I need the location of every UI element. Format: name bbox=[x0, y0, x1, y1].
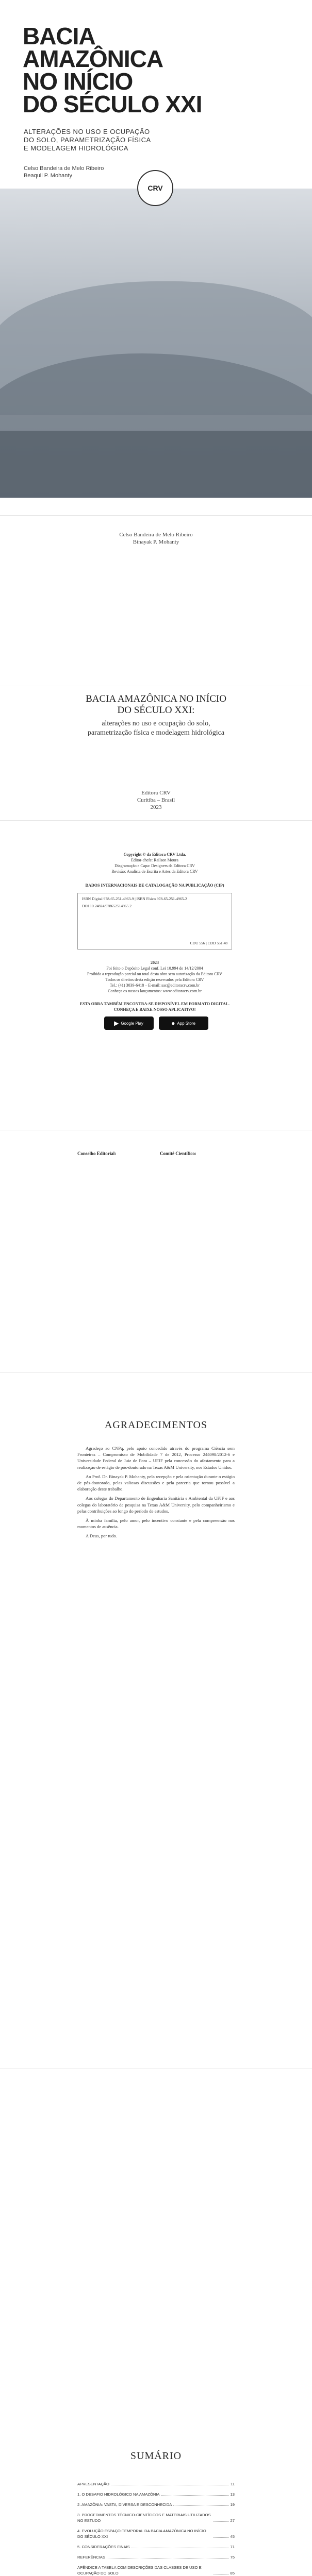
acknowledgments-body bbox=[77, 1445, 235, 1543]
scientific-committee-heading: Comitê Científico: bbox=[160, 1151, 196, 1156]
paragraph: A Deus, por tudo. bbox=[86, 1533, 117, 1539]
acknowledgments-heading: AGRADECIMENTOS bbox=[104, 1419, 208, 1431]
legal-line: Tel.: (41) 3039-6418 – E-mail: sac@editoracrv.com.br bbox=[109, 983, 200, 988]
app-promo-text: ESTA OBRA TAMBÉM ENCONTRA-SE DISPONÍVEL EM FORMATO DIGITAL. CONHEÇA E BAIXE NOSSO APLICATIVO! bbox=[79, 1002, 230, 1012]
toc-title: 5. CONSIDERAÇÕES FINAIS bbox=[77, 2545, 130, 2549]
toc-entry[interactable] bbox=[77, 2544, 235, 2550]
toc-page: 27 bbox=[230, 2518, 235, 2523]
cover-title-line: AMAZÔNICA bbox=[23, 45, 163, 72]
subtitle-line: alterações no uso e ocupação do solo, bbox=[102, 720, 210, 727]
copyright-line: Revisão: Analista de Escrita e Artes da Editora CRV bbox=[111, 869, 198, 874]
title-line: BACIA AMAZÔNICA NO INÍCIO bbox=[86, 693, 226, 704]
copyright-block bbox=[77, 852, 232, 874]
subtitle-line: parametrização física e modelagem hidrológica bbox=[87, 729, 225, 737]
imprint-line: Editora CRV bbox=[141, 790, 171, 796]
copyright-line: Editor-chefe: Railson Moura bbox=[131, 858, 178, 862]
council-columns bbox=[77, 1151, 237, 1357]
cover-subtitle bbox=[24, 128, 151, 152]
toc-entry[interactable] bbox=[77, 2502, 235, 2507]
cover-landscape-layer bbox=[0, 431, 312, 498]
app-store-icon: ● bbox=[171, 1020, 175, 1027]
imprint-line: Curitiba – Brasil bbox=[137, 797, 175, 803]
cover-landscape-image bbox=[0, 189, 312, 498]
publisher-logo-text: CRV bbox=[147, 184, 163, 192]
paragraph: À minha família, pelo amor, pelo incentivo constante e pela compreensão nos momentos de ausência. bbox=[77, 1518, 235, 1530]
cover-title-line: NO INÍCIO bbox=[23, 68, 133, 95]
cover-page bbox=[0, 0, 312, 515]
isbn-line: ISBN Digital 978-65-251-4963-9 | ISBN Físico 978-65-251-4965-2 bbox=[82, 896, 187, 901]
toc-page: 85 bbox=[230, 2571, 235, 2575]
summary-heading: SUMÁRIO bbox=[130, 2450, 182, 2462]
store-badges bbox=[0, 1016, 312, 1030]
toc-title: 3. PROCEDIMENTOS TÉCNICO-CIENTÍFICOS E MATERIAIS UTILIZADOS NO ESTUDO bbox=[77, 2513, 211, 2523]
cover-subtitle-line: DO SOLO, PARAMETRIZAÇÃO FÍSICA bbox=[24, 136, 151, 144]
legal-block bbox=[77, 960, 232, 994]
doi-line: DOI 10.24824/978652514965.2 bbox=[82, 904, 132, 908]
editorial-council bbox=[77, 1151, 155, 1158]
toc-title: APRESENTAÇÃO bbox=[77, 2482, 109, 2486]
toc-page: 13 bbox=[230, 2492, 235, 2497]
toc-title: REFERÊNCIAS bbox=[77, 2555, 106, 2560]
toc-title: 1. O DESAFIO HIDROLÓGICO NA AMAZÔNIA bbox=[77, 2492, 160, 2497]
cip-card bbox=[77, 893, 232, 950]
toc-page: 75 bbox=[230, 2555, 235, 2560]
legal-line: Foi feito o Depósito Legal conf. Lei 10.994 de 14/12/2004 bbox=[106, 966, 203, 971]
half-title-page bbox=[0, 516, 312, 686]
summary-page bbox=[0, 2069, 312, 2576]
toc-entry[interactable] bbox=[77, 2512, 235, 2523]
paragraph: Agradeço ao CNPq, pelo apoio concedido através do programa Ciência sem Fronteiras – Compromisso de Mobilidade 7 de 2012, Processo 244098/2012-6 e Universidade Federal de Juiz de Fora – UFJF pela concessão do afastamento para a realização de estágio de pós-doutorado na Texas A&M University, nos Estados Unidos. bbox=[77, 1446, 235, 1470]
app-store-badge[interactable] bbox=[159, 1016, 208, 1030]
half-title-author: Celso Bandeira de Melo Ribeiro bbox=[119, 532, 193, 538]
half-title-author: Binayak P. Mohanty bbox=[133, 539, 179, 545]
google-play-badge[interactable] bbox=[104, 1016, 154, 1030]
google-play-icon: ▶ bbox=[114, 1020, 119, 1027]
acknowledgments-page bbox=[0, 1373, 312, 2069]
cover-authors bbox=[24, 165, 104, 179]
toc-entry[interactable] bbox=[77, 2565, 235, 2576]
toc-page: 11 bbox=[231, 2482, 235, 2486]
cdu-line: CDU 556 | CDD 551.48 bbox=[190, 941, 227, 945]
cover-title bbox=[23, 25, 202, 115]
store-badge-label: App Store bbox=[177, 1021, 195, 1026]
cip-heading: DADOS INTERNACIONAIS DE CATALOGAÇÃO NA PUBLICAÇÃO (CIP) bbox=[85, 883, 224, 888]
catalog-page bbox=[0, 821, 312, 1130]
table-of-contents bbox=[77, 2481, 235, 2576]
legal-line: 2023 bbox=[151, 960, 159, 965]
toc-leader bbox=[213, 2537, 229, 2538]
toc-leader bbox=[173, 2505, 228, 2506]
cover-title-line: DO SÉCULO XXI bbox=[23, 91, 202, 117]
toc-leader bbox=[213, 2521, 229, 2522]
toc-title: 4. EVOLUÇÃO ESPAÇO-TEMPORAL DA BACIA AMAZÔNICA NO INÍCIO DO SÉCULO XXI bbox=[77, 2529, 206, 2539]
editorial-council-heading: Conselho Editorial: bbox=[77, 1151, 117, 1156]
toc-leader bbox=[161, 2495, 229, 2496]
toc-entry[interactable] bbox=[77, 2554, 235, 2560]
toc-entry[interactable] bbox=[77, 2492, 235, 2497]
imprint bbox=[0, 789, 312, 811]
publisher-logo bbox=[137, 170, 173, 206]
copyright-line: Diagramação e Capa: Designers da Editora CRV bbox=[114, 863, 195, 868]
title-page-subtitle bbox=[0, 719, 312, 738]
cover-subtitle-line: E MODELAGEM HIDROLÓGICA bbox=[24, 144, 128, 152]
scientific-committee bbox=[160, 1151, 237, 1158]
toc-entry[interactable] bbox=[77, 2528, 235, 2539]
toc-entry[interactable] bbox=[77, 2481, 235, 2487]
legal-line: Conheça os nossos lançamentos: www.editoracrv.com.br bbox=[108, 989, 202, 993]
paragraph: Ao Prof. Dr. Binayak P. Mohanty, pela recepção e pela orientação durante o estágio de pós-doutorado, pelas valiosas discussões e pela parceria que tornou possível a elaboração deste trabalho. bbox=[77, 1473, 235, 1492]
title-line: DO SÉCULO XXI: bbox=[117, 705, 195, 716]
cover-subtitle-line: ALTERAÇÕES NO USO E OCUPAÇÃO bbox=[24, 128, 150, 135]
title-page bbox=[0, 686, 312, 820]
toc-page: 45 bbox=[230, 2534, 235, 2539]
title-page-title bbox=[0, 693, 312, 716]
toc-title: 2. AMAZÔNIA: VASTA, DIVERSA E DESCONHECIDA bbox=[77, 2502, 172, 2507]
council-page bbox=[0, 1130, 312, 1372]
legal-line: Proibida a reprodução parcial ou total desta obra sem autorização da Editora CRV bbox=[87, 972, 222, 976]
toc-page: 19 bbox=[230, 2502, 235, 2507]
half-title-authors bbox=[0, 531, 312, 546]
copyright-line: Copyright © da Editora CRV Ltda. bbox=[123, 852, 186, 857]
store-badge-label: Google Play bbox=[121, 1021, 143, 1026]
toc-title: APÊNDICE A TABELA COM DESCRIÇÕES DAS CLASSES DE USO E OCUPAÇÃO DO SOLO bbox=[77, 2565, 202, 2575]
cover-title-line: BACIA bbox=[23, 23, 95, 49]
cover-author: Beaquil P. Mohanty bbox=[24, 173, 72, 179]
legal-line: Todos os direitos desta edição reservados pela Editora CRV bbox=[105, 977, 204, 982]
paragraph: Aos colegas do Departamento de Engenharia Sanitária e Ambiental da UFJF e aos colegas do laboratório de pesquisa na Texas A&M University, pelo companheirismo e pelas contribuições ao longo do período de estudos. bbox=[77, 1496, 235, 1514]
imprint-line: 2023 bbox=[150, 804, 162, 810]
toc-page: 71 bbox=[230, 2545, 235, 2549]
cover-author: Celso Bandeira de Melo Ribeiro bbox=[24, 165, 104, 172]
